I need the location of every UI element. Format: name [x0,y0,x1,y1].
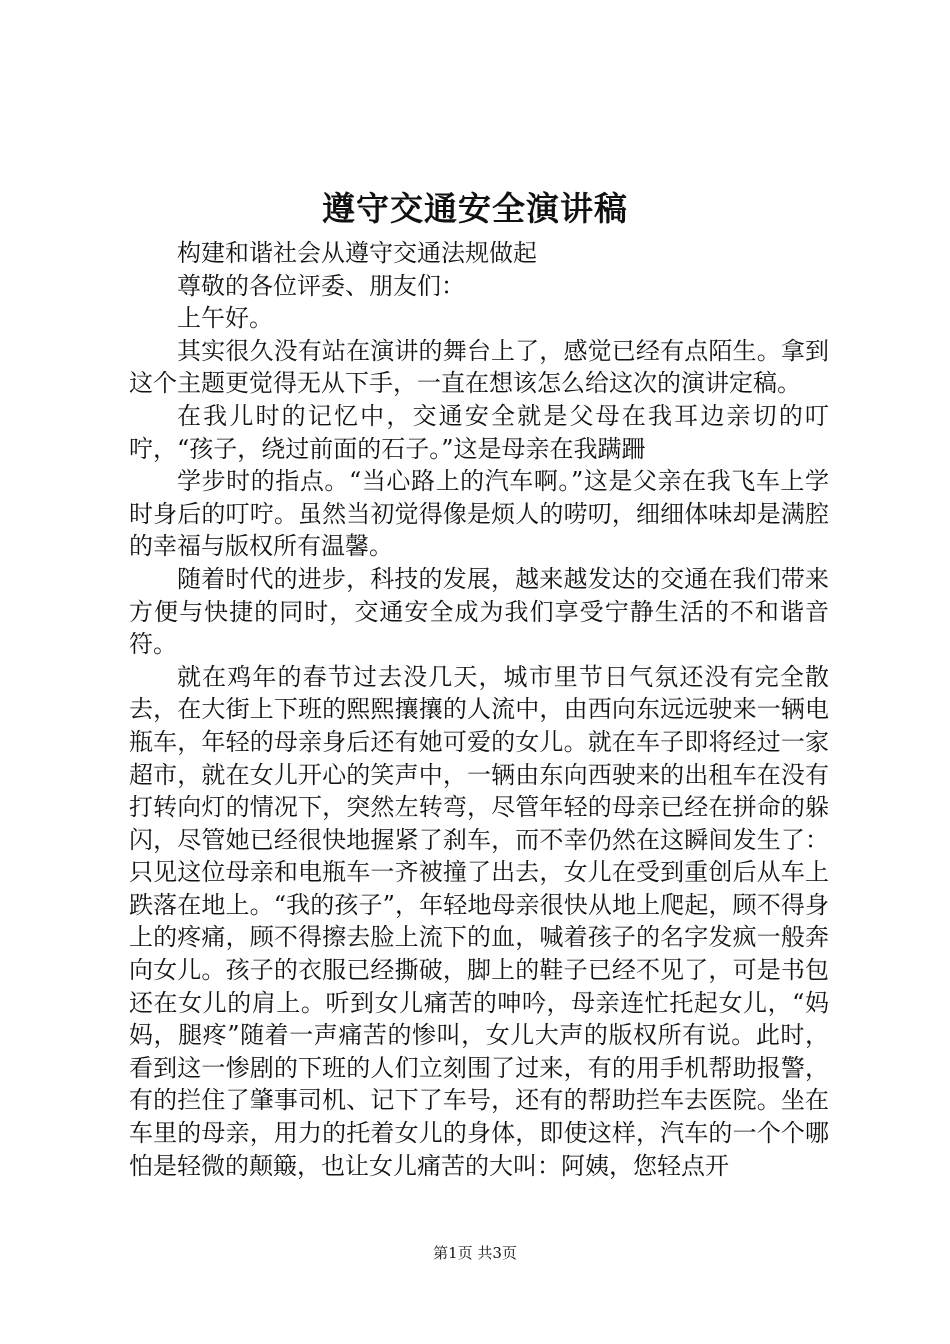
document-body [129,237,829,1182]
paragraph: 学步时的指点。“当心路上的汽车啊。”这是父亲在我飞车上学时身后的叮咛。虽然当初觉得像是烦人的唠叨，细细体味却是满腔的幸福与版权所有温馨。 [129,467,829,561]
document-title: 遵守交通安全演讲稿 [322,189,628,228]
paragraph: 其实很久没有站在演讲的舞台上了，感觉已经有点陌生。拿到这个主题更觉得无从下手，一直在想该怎么给这次的演讲定稿。 [129,336,829,398]
paragraph: 就在鸡年的春节过去没几天，城市里节日气氛还没有完全散去，在大街上下班的熙熙攘攘的人流中，由西向东远远驶来一辆电瓶车，年轻的母亲身后还有她可爱的女儿。就在车子即将经过一家超市，就在女儿开心的笑声中，一辆由东向西驶来的出租车在没有打转向灯的情况下，突然左转弯，尽管年轻的母亲已经在拼命的躲闪，尽管她已经很快地握紧了刹车，而不幸仍然在这瞬间发生了：只见这位母亲和电瓶车一齐被撞了出去，女儿在受到重创后从车上跌落在地上。“我的孩子”，年轻地母亲很快从地上爬起，顾不得身上的疼痛，顾不得擦去脸上流下的血，喊着孩子的名字发疯一般奔向女儿。孩子的衣服已经撕破，脚上的鞋子已经不见了，可是书包还在女儿的肩上。听到女儿痛苦的呻吟，母亲连忙托起女儿，“妈妈，腿疼”随着一声痛苦的惨叫，女儿大声的版权所有说。此时，看到这一惨剧的下班的人们立刻围了过来，有的用手机帮助报警，有的拦住了肇事司机、记下了车号，还有的帮助拦车去医院。坐在车里的母亲，用力的托着女儿的身体，即使这样，汽车的一个个哪怕是轻微的颠簸，也让女儿痛苦的大叫：阿姨，您轻点开 [129,662,829,1180]
paragraph: 随着时代的进步，科技的发展，越来越发达的交通在我们带来方便与快捷的同时，交通安全成为我们享受宁静生活的不和谐音符。 [129,564,829,659]
paragraph-salutation: 尊敬的各位评委、朋友们： [177,271,465,300]
paragraph-subtitle: 构建和谐社会从遵守交通法规做起 [177,239,537,267]
paragraph-greeting: 上午好。 [177,304,273,333]
page-number-footer: 第1页 共3页 [433,1244,517,1262]
paragraph: 在我儿时的记忆中，交通安全就是父母在我耳边亲切的叮咛，“孩子，绕过前面的石子。”这是母亲在我蹒跚 [129,401,829,463]
